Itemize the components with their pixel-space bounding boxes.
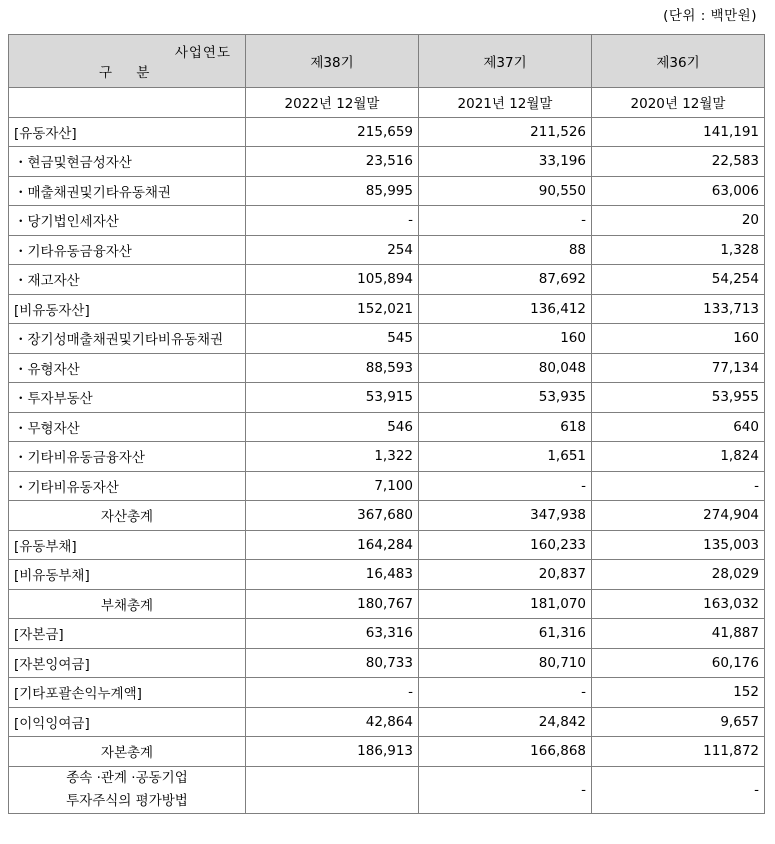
table-row <box>9 294 765 324</box>
row-value: 53,935 <box>419 383 592 413</box>
year-label: 사업연도 <box>174 45 231 61</box>
row-value: 33,196 <box>419 147 592 177</box>
date-header: 2020년 12월말 <box>592 88 765 118</box>
row-value: - <box>419 678 592 708</box>
row-label: ・투자부동산 <box>9 383 246 413</box>
row-value: 160,233 <box>419 530 592 560</box>
row-value: 166,868 <box>419 737 592 767</box>
period-header: 제36기 <box>592 35 765 88</box>
row-value: 152,021 <box>246 294 419 324</box>
row-value: - <box>246 678 419 708</box>
row-value: 1,651 <box>419 442 592 472</box>
row-value: 77,134 <box>592 353 765 383</box>
row-value: 42,864 <box>246 707 419 737</box>
equity-method-row <box>9 766 765 813</box>
row-value: 367,680 <box>246 501 419 531</box>
row-value: 80,048 <box>419 353 592 383</box>
table-row <box>9 707 765 737</box>
row-value: 80,710 <box>419 648 592 678</box>
row-label: [이익잉여금] <box>9 707 246 737</box>
row-value: 23,516 <box>246 147 419 177</box>
row-value: 215,659 <box>246 117 419 147</box>
row-value: 181,070 <box>419 589 592 619</box>
row-value: 53,915 <box>246 383 419 413</box>
table-row <box>9 737 765 767</box>
row-value: 63,316 <box>246 619 419 649</box>
row-value: 135,003 <box>592 530 765 560</box>
period-header: 제37기 <box>419 35 592 88</box>
row-value: 88 <box>419 235 592 265</box>
row-value: - <box>246 206 419 236</box>
equity-method-value <box>246 766 419 813</box>
row-value: 24,842 <box>419 707 592 737</box>
date-header: 2022년 12월말 <box>246 88 419 118</box>
row-value: 546 <box>246 412 419 442</box>
table-row <box>9 501 765 531</box>
category-label: 구 분 <box>99 65 150 81</box>
row-value: 141,191 <box>592 117 765 147</box>
row-value: 16,483 <box>246 560 419 590</box>
row-label: ・기타비유동자산 <box>9 471 246 501</box>
row-value: 160 <box>419 324 592 354</box>
row-value: 88,593 <box>246 353 419 383</box>
date-row <box>9 88 765 118</box>
equity-method-label-line2: 투자주식의 평가방법 <box>66 792 188 809</box>
row-value: 274,904 <box>592 501 765 531</box>
row-label: ・현금및현금성자산 <box>9 147 246 177</box>
row-value: 347,938 <box>419 501 592 531</box>
row-value: 85,995 <box>246 176 419 206</box>
row-value: 20,837 <box>419 560 592 590</box>
table-row <box>9 619 765 649</box>
row-value: 133,713 <box>592 294 765 324</box>
equity-method-label <box>9 766 246 813</box>
row-value: 41,887 <box>592 619 765 649</box>
table-row <box>9 648 765 678</box>
row-label: ・기타비유동금융자산 <box>9 442 246 472</box>
row-label: ・기타유동금융자산 <box>9 235 246 265</box>
row-value: 211,526 <box>419 117 592 147</box>
row-value: 545 <box>246 324 419 354</box>
row-value: 180,767 <box>246 589 419 619</box>
financial-statement-table <box>8 34 765 814</box>
row-value: 87,692 <box>419 265 592 295</box>
row-value: 80,733 <box>246 648 419 678</box>
unit-note: (단위 : 백만원) <box>663 8 757 24</box>
row-value: 640 <box>592 412 765 442</box>
row-label: [자본금] <box>9 619 246 649</box>
period-header: 제38기 <box>246 35 419 88</box>
table-row <box>9 383 765 413</box>
row-value: 9,657 <box>592 707 765 737</box>
row-value: 1,328 <box>592 235 765 265</box>
row-label: [기타포괄손익누계액] <box>9 678 246 708</box>
table-row <box>9 560 765 590</box>
row-label: 부채총계 <box>9 589 246 619</box>
table-row <box>9 324 765 354</box>
row-value: - <box>419 206 592 236</box>
row-label: ・무형자산 <box>9 412 246 442</box>
row-value: 1,322 <box>246 442 419 472</box>
row-value: 90,550 <box>419 176 592 206</box>
table-row <box>9 235 765 265</box>
table-row <box>9 147 765 177</box>
table-row <box>9 678 765 708</box>
header-corner-cell <box>9 35 246 88</box>
row-value: 22,583 <box>592 147 765 177</box>
row-value: 60,176 <box>592 648 765 678</box>
row-value: 20 <box>592 206 765 236</box>
equity-method-label-line1: 종속 ·관계 ·공동기업 <box>66 769 188 786</box>
row-value: 7,100 <box>246 471 419 501</box>
row-label: ・재고자산 <box>9 265 246 295</box>
date-row-blank <box>9 88 246 118</box>
row-label: [유동부채] <box>9 530 246 560</box>
row-value: 111,872 <box>592 737 765 767</box>
table-row <box>9 265 765 295</box>
table-row <box>9 589 765 619</box>
row-value: 105,894 <box>246 265 419 295</box>
row-value: 164,284 <box>246 530 419 560</box>
table-row <box>9 176 765 206</box>
header-row <box>9 35 765 88</box>
row-value: 160 <box>592 324 765 354</box>
row-value: - <box>592 471 765 501</box>
row-value: 136,412 <box>419 294 592 324</box>
table-row <box>9 353 765 383</box>
row-label: [유동자산] <box>9 117 246 147</box>
table-row <box>9 530 765 560</box>
row-label: ・유형자산 <box>9 353 246 383</box>
row-label: ・장기성매출채권및기타비유동채권 <box>9 324 246 354</box>
row-label: 자본총계 <box>9 737 246 767</box>
row-value: 163,032 <box>592 589 765 619</box>
row-value: 53,955 <box>592 383 765 413</box>
row-value: - <box>419 471 592 501</box>
row-label: [자본잉여금] <box>9 648 246 678</box>
equity-method-value: - <box>592 766 765 813</box>
row-label: 자산총계 <box>9 501 246 531</box>
row-value: 28,029 <box>592 560 765 590</box>
row-value: 186,913 <box>246 737 419 767</box>
table-body <box>9 117 765 766</box>
row-value: 618 <box>419 412 592 442</box>
row-value: 61,316 <box>419 619 592 649</box>
row-label: [비유동자산] <box>9 294 246 324</box>
row-value: 1,824 <box>592 442 765 472</box>
row-value: 54,254 <box>592 265 765 295</box>
row-label: [비유동부채] <box>9 560 246 590</box>
table-row <box>9 442 765 472</box>
row-value: 254 <box>246 235 419 265</box>
equity-method-value: - <box>419 766 592 813</box>
row-label: ・당기법인세자산 <box>9 206 246 236</box>
table-row <box>9 206 765 236</box>
table-row <box>9 471 765 501</box>
row-label: ・매출채권및기타유동채권 <box>9 176 246 206</box>
row-value: 152 <box>592 678 765 708</box>
table-row <box>9 117 765 147</box>
row-value: 63,006 <box>592 176 765 206</box>
date-header: 2021년 12월말 <box>419 88 592 118</box>
table-row <box>9 412 765 442</box>
